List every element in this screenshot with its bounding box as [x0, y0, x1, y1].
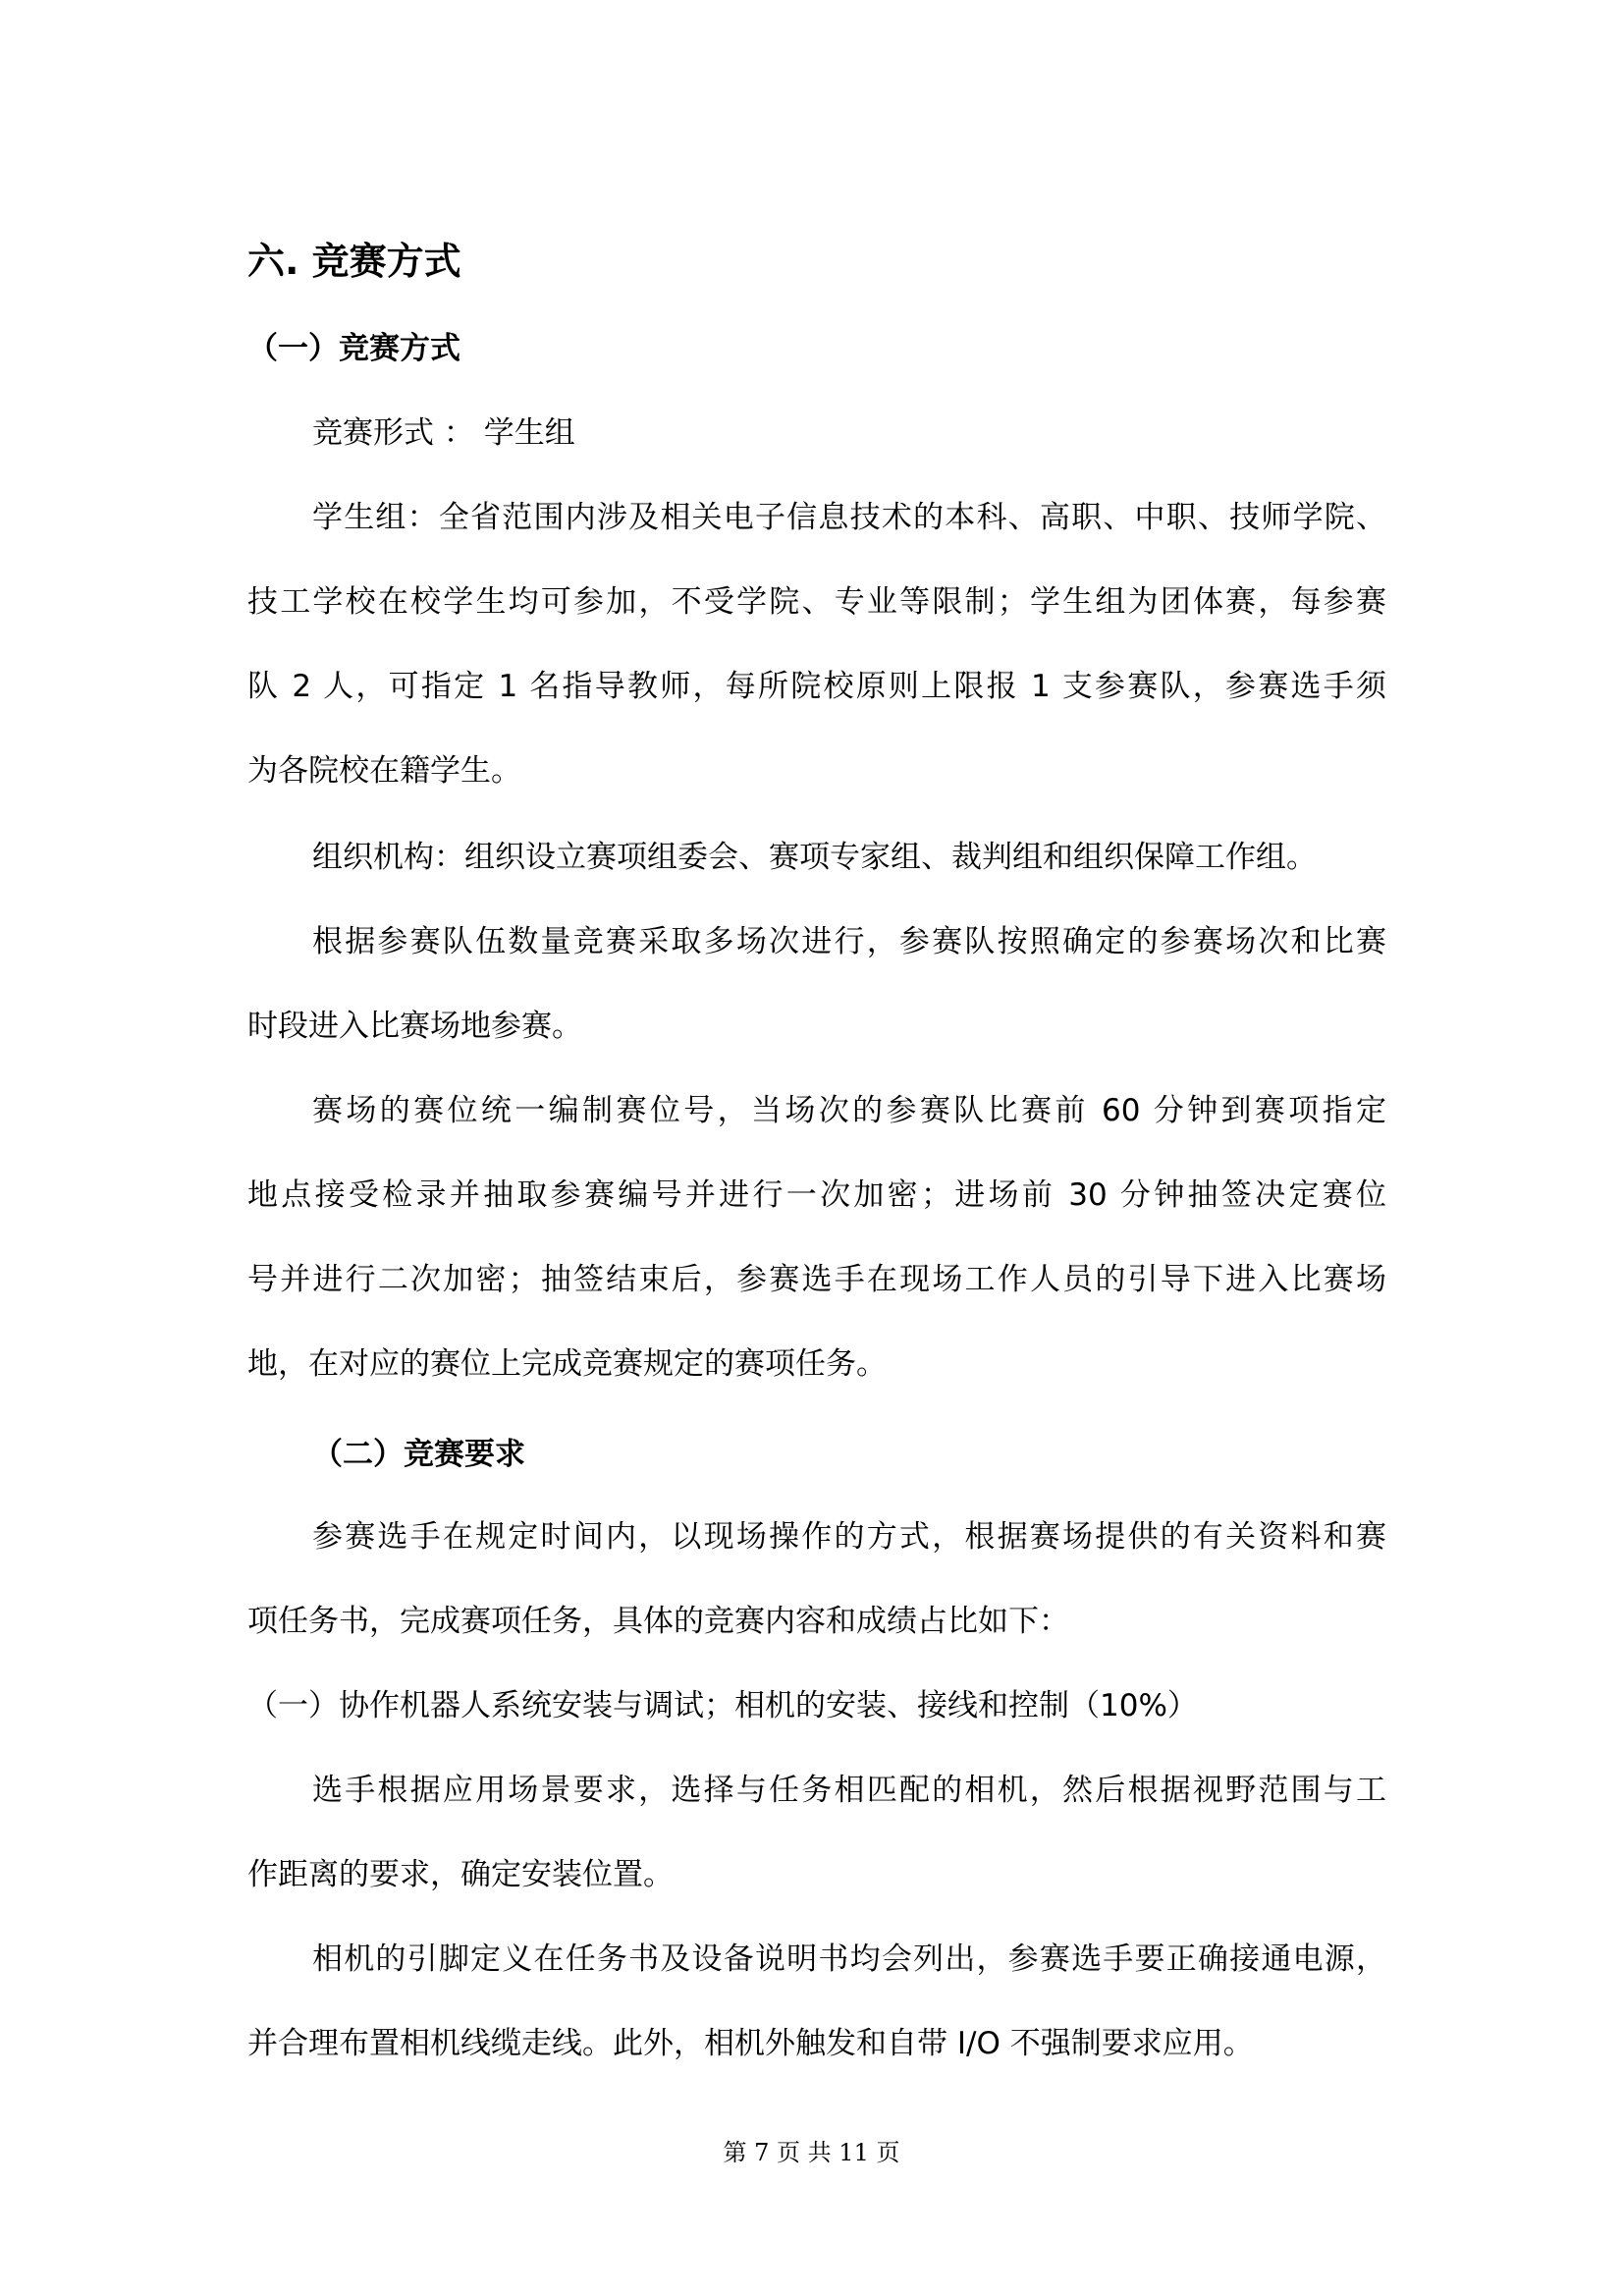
organization-paragraph [247, 815, 1386, 900]
subsection-title-competition-mode: （一）竞赛方式 [247, 331, 460, 366]
page-number-footer: 第 7 页 共 11 页 [723, 2139, 900, 2166]
text-line: 参赛选手在规定时间内，以现场操作的方式，根据赛场提供的有关资料和赛 [312, 1519, 1386, 1555]
text-line: （一）协作机器人系统安装与调试；相机的安装、接线和控制（10%） [247, 1688, 1198, 1723]
text-line: 赛场的赛位统一编制赛位号，当场次的参赛队比赛前 60 分钟到赛项指定 [312, 1093, 1386, 1128]
text-line: 组织机构：组织设立赛项组委会、赛项专家组、裁判组和组织保障工作组。 [312, 840, 1317, 875]
text-line: 根据参赛队伍数量竞赛采取多场次进行，参赛队按照确定的参赛场次和比赛 [312, 924, 1386, 959]
text-line: 地点接受检录并抽取参赛编号并进行一次加密；进场前 30 分钟抽签决定赛位 [247, 1177, 1386, 1213]
student-group-paragraph [247, 475, 1386, 813]
text-line: 技工学校在校学生均可参加，不受学院、专业等限制；学生组为团体赛，每参赛 [247, 584, 1386, 620]
text-line: 相机的引脚定义在任务书及设备说明书均会列出，参赛选手要正确接通电源， [312, 1941, 1386, 1977]
seating-paragraph [247, 1068, 1386, 1406]
text-line: 项任务书，完成赛项任务，具体的竞赛内容和成绩占比如下： [247, 1604, 1069, 1639]
text-line: 队 2 人，可指定 1 名指导教师，每所院校原则上限报 1 支参赛队，参赛选手须 [247, 669, 1386, 704]
text-line: 地，在对应的赛位上完成竞赛规定的赛项任务。 [247, 1346, 887, 1382]
section-heading: 六. 竞赛方式 [247, 240, 461, 283]
text-line: 作距离的要求，确定安装位置。 [247, 1857, 674, 1892]
text-line: 竞赛形式 ： 学生组 [312, 415, 575, 451]
text-line: 为各院校在籍学生。 [247, 753, 521, 789]
text-line: 时段进入比赛场地参赛。 [247, 1009, 582, 1044]
text-line: 并合理布置相机线缆走线。此外，相机外触发和自带 I/O 不强制要求应用。 [247, 2026, 1254, 2061]
subsection-title-competition-requirements: （二）竞赛要求 [312, 1437, 525, 1472]
item-one-title [247, 1664, 1386, 1748]
sessions-paragraph [247, 900, 1386, 1068]
requirements-intro-paragraph [247, 1495, 1386, 1664]
camera-pins-paragraph [247, 1917, 1386, 2086]
text-line: 学生组：全省范围内涉及相关电子信息技术的本科、高职、中职、技师学院、 [312, 500, 1386, 535]
text-line: 号并进行二次加密；抽签结束后，参赛选手在现场工作人员的引导下进入比赛场 [247, 1262, 1386, 1297]
text-line: 选手根据应用场景要求，选择与任务相匹配的相机，然后根据视野范围与工 [312, 1773, 1386, 1808]
camera-selection-paragraph [247, 1748, 1386, 1917]
competition-form-paragraph [247, 391, 1386, 475]
